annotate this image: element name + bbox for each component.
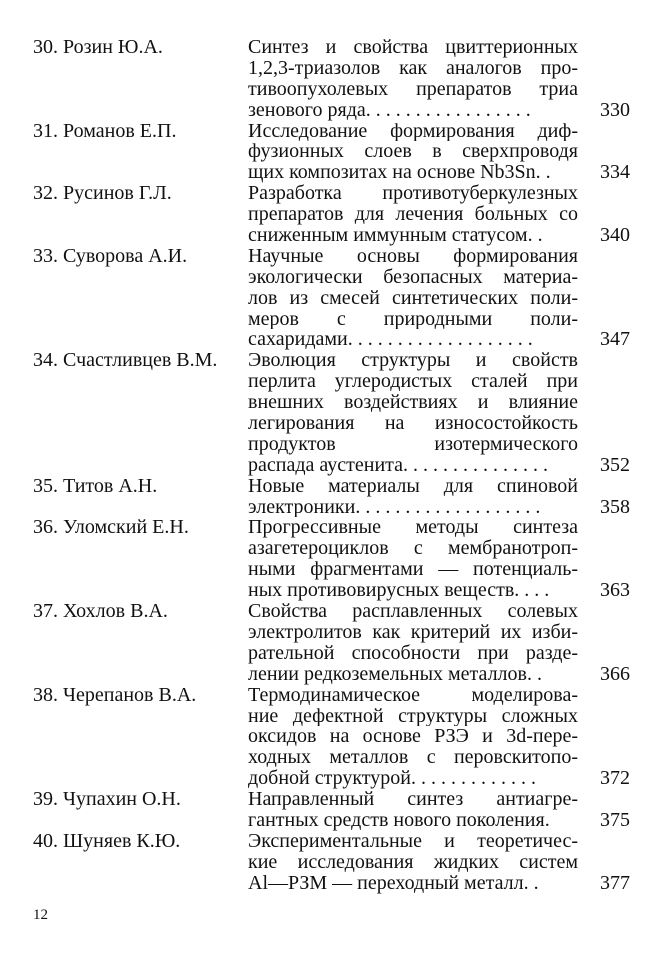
toc-entry-title [248,517,630,601]
toc-title-line-text: щих композитах на основе Nb3Sn. . [248,162,551,184]
toc-page-spacer [578,726,630,747]
toc-entry-author: 35. Титов А.Н. [33,474,158,497]
toc-title-line [248,810,630,831]
toc-page-spacer [578,831,630,852]
toc-title-line [248,413,630,434]
toc-title-line-text: ными фрагментами — потенциаль- [248,559,578,581]
toc-title-line-text: Новые материалы для спиновой [248,475,578,497]
toc-title-line [248,664,630,685]
toc-title-line-text: рательной способности при разде- [248,642,578,664]
toc-title-line [248,497,630,518]
toc-title-line-text: Экспериментальные и теоретичес- [248,830,578,852]
toc-title-line-text: внешних воздействиях и влияние [248,392,578,414]
toc-entry-author: 36. Уломский Е.Н. [33,516,189,539]
toc-title-line-text: Синтез и свойства цвиттерионных [248,37,578,58]
toc-entry-page: 358 [600,496,630,518]
toc-title-line-text: добной структурой. . . . . . . . . . . . . [248,768,536,790]
toc-page-spacer [578,706,630,727]
toc-page-spacer [578,852,630,873]
toc-title-line [248,789,630,810]
toc-title-line-text: распада аустенита. . . . . . . . . . . . . . . [248,454,549,476]
toc-title-line [248,58,630,79]
toc-page-spacer [578,204,630,225]
toc-title-line [248,517,630,538]
toc-entry [33,476,633,518]
toc-entry-author: 40. Шуняев К.Ю. [33,829,181,852]
toc-page-spacer [578,434,630,455]
toc-title-line-text: меров с природными поли- [248,308,578,330]
toc-entry [33,183,633,246]
toc-title-line [248,267,630,288]
toc-title-line [248,685,630,706]
toc-title-line-text: тивоопухолевых препаратов триа [248,78,578,100]
toc-entry-page: 347 [600,329,630,351]
toc-title-line [248,37,630,58]
toc-page-spacer [578,267,630,288]
toc-title-line-text: 1,2,3-триазолов как аналогов про- [248,57,578,79]
toc-entry-title [248,37,630,121]
toc-title-line-text: препаратов для лечения больных со [248,204,578,226]
toc-entry-page: 366 [600,663,630,685]
toc-entry-title [248,246,630,350]
toc-title-line-text: Исследование формирования диф- [248,120,578,142]
toc-title-line [248,538,630,559]
toc-entry-title [248,685,630,789]
toc-entry-title [248,789,630,831]
toc-page-spacer [578,288,630,309]
toc-entry [33,517,633,601]
toc-page-spacer [578,643,630,664]
toc-title-line [248,371,630,392]
toc-entry [33,831,633,894]
toc-entry-author: 32. Русинов Г.Л. [33,182,172,205]
toc-entry-page: 377 [600,872,630,894]
toc-title-line-text: гантных средств нового поколения. [248,809,550,831]
toc-title-line [248,476,630,497]
toc-entry-author: 37. Хохлов В.А. [33,600,168,623]
toc-title-line [248,183,630,204]
toc-title-line-text: ние дефектной структуры сложных [248,705,578,727]
toc-page-spacer [578,141,630,162]
toc-entry-page: 363 [600,580,630,602]
toc-title-line [248,768,630,789]
toc-entry-author: 31. Романов Е.П. [33,119,177,142]
toc-page-spacer [578,183,630,204]
toc-title-line [248,121,630,142]
toc-title-line-text: легирования на износостойкость [248,413,578,434]
toc-title-line-text: Разработка противотуберкулезных [248,183,578,205]
toc-title-line [248,392,630,413]
toc-entry-title [248,350,630,475]
toc-title-line-text: электролитов как критерий их изби- [248,621,578,643]
toc-title-line-text: оксидов на основе РЗЭ и 3d-пере- [248,726,578,748]
toc-title-line-text: сниженным иммунным статусом. . [248,225,543,246]
toc-page-spacer [578,350,630,371]
toc-entry [33,789,633,831]
toc-entry-page: 372 [600,768,630,790]
toc-entry-page: 330 [600,99,630,121]
toc-entry-page: 375 [600,809,630,831]
toc-entry [33,601,633,685]
toc-page-spacer [578,789,630,810]
toc-title-line [248,329,630,350]
toc-title-line [248,601,630,622]
toc-title-line-text: Научные основы формирования [248,245,578,267]
toc-page-spacer [578,309,630,330]
toc-title-line-text: Прогрессивные методы синтеза [248,517,578,539]
toc-page-spacer [578,747,630,768]
toc-page-spacer [578,622,630,643]
toc-title-line [248,246,630,267]
toc-entry [33,350,633,475]
toc-title-line-text: азагетероциклов с мембранотроп- [248,538,578,560]
toc-title-line-text: Эволюция структуры и свойств [248,350,578,372]
toc-page-spacer [578,392,630,413]
toc-title-line [248,747,630,768]
toc-entry-title [248,831,630,894]
toc-title-line-text: зенового ряда. . . . . . . . . . . . . . . . . [248,99,531,121]
toc-entry-title [248,601,630,685]
toc-title-line-text: Свойства расплавленных солевых [248,601,578,622]
toc-title-line-text: Направленный синтез антиагре- [248,789,578,810]
toc-page-spacer [578,517,630,538]
toc-title-line [248,706,630,727]
toc-entry-title [248,476,630,518]
toc-page-spacer [578,476,630,497]
toc-entry-page: 340 [600,225,630,246]
toc-title-line [248,100,630,121]
toc-title-line [248,643,630,664]
toc-title-line [248,831,630,852]
toc-title-line [248,559,630,580]
toc-entry-page: 334 [600,162,630,184]
toc-title-line [248,622,630,643]
toc-page-spacer [578,58,630,79]
toc-page-spacer [578,371,630,392]
toc-title-line-text: ходных металлов с перовскитопо- [248,747,578,769]
toc-entry-page: 352 [600,454,630,476]
toc-title-line [248,580,630,601]
toc-title-line [248,350,630,371]
toc-title-line [248,288,630,309]
toc-title-line-text: лов из смесей синтетических поли- [248,287,578,309]
toc-page-spacer [578,601,630,622]
toc-title-line [248,873,630,894]
toc-entry-author: 38. Черепанов В.А. [33,683,197,706]
toc-title-line [248,852,630,873]
toc-title-line-text: Термодинамическое моделирова- [248,684,578,706]
toc-page-spacer [578,121,630,142]
toc-entry-author: 39. Чупахин О.Н. [33,788,181,811]
toc-title-line [248,726,630,747]
toc-title-line-text: ных противовирусных веществ. . . . [248,580,550,602]
toc-title-line [248,455,630,476]
toc-entry-author: 34. Счастливцев В.М. [33,349,218,372]
toc-title-line [248,204,630,225]
page-number: 12 [33,907,48,923]
toc-entry [33,37,633,121]
toc-title-line-text: сахаридами. . . . . . . . . . . . . . . . . . . [248,329,533,351]
toc-title-line-text: фузионных слоев в сверхпроводя [248,141,578,163]
toc-title-line [248,309,630,330]
table-of-contents [33,37,633,894]
toc-page-spacer [578,559,630,580]
toc-title-line-text: экологически безопасных материа- [248,266,578,288]
toc-page-spacer [578,246,630,267]
toc-page-spacer [578,413,630,434]
toc-entry-author: 33. Суворова А.И. [33,244,188,267]
toc-title-line [248,434,630,455]
toc-title-line-text: лении редкоземельных металлов. . [248,663,542,685]
toc-entry-title [248,121,630,184]
toc-entry-title [248,183,630,246]
toc-entry [33,246,633,350]
toc-entry-author: 30. Розин Ю.А. [33,36,163,58]
toc-page-spacer [578,79,630,100]
toc-title-line-text: Al—РЗМ — переходный металл. . [248,872,539,894]
toc-entry [33,121,633,184]
toc-entry [33,685,633,789]
toc-title-line-text: кие исследования жидких систем [248,851,578,873]
toc-title-line [248,225,630,246]
toc-title-line-text: перлита углеродистых сталей при [248,371,578,393]
toc-page-spacer [578,538,630,559]
toc-page-spacer [578,37,630,58]
toc-title-line [248,79,630,100]
toc-title-line-text: продуктов изотермического [248,433,578,455]
toc-title-line-text: электроники. . . . . . . . . . . . . . . . . . . [248,496,541,518]
toc-page-spacer [578,685,630,706]
toc-title-line [248,162,630,183]
toc-title-line [248,141,630,162]
